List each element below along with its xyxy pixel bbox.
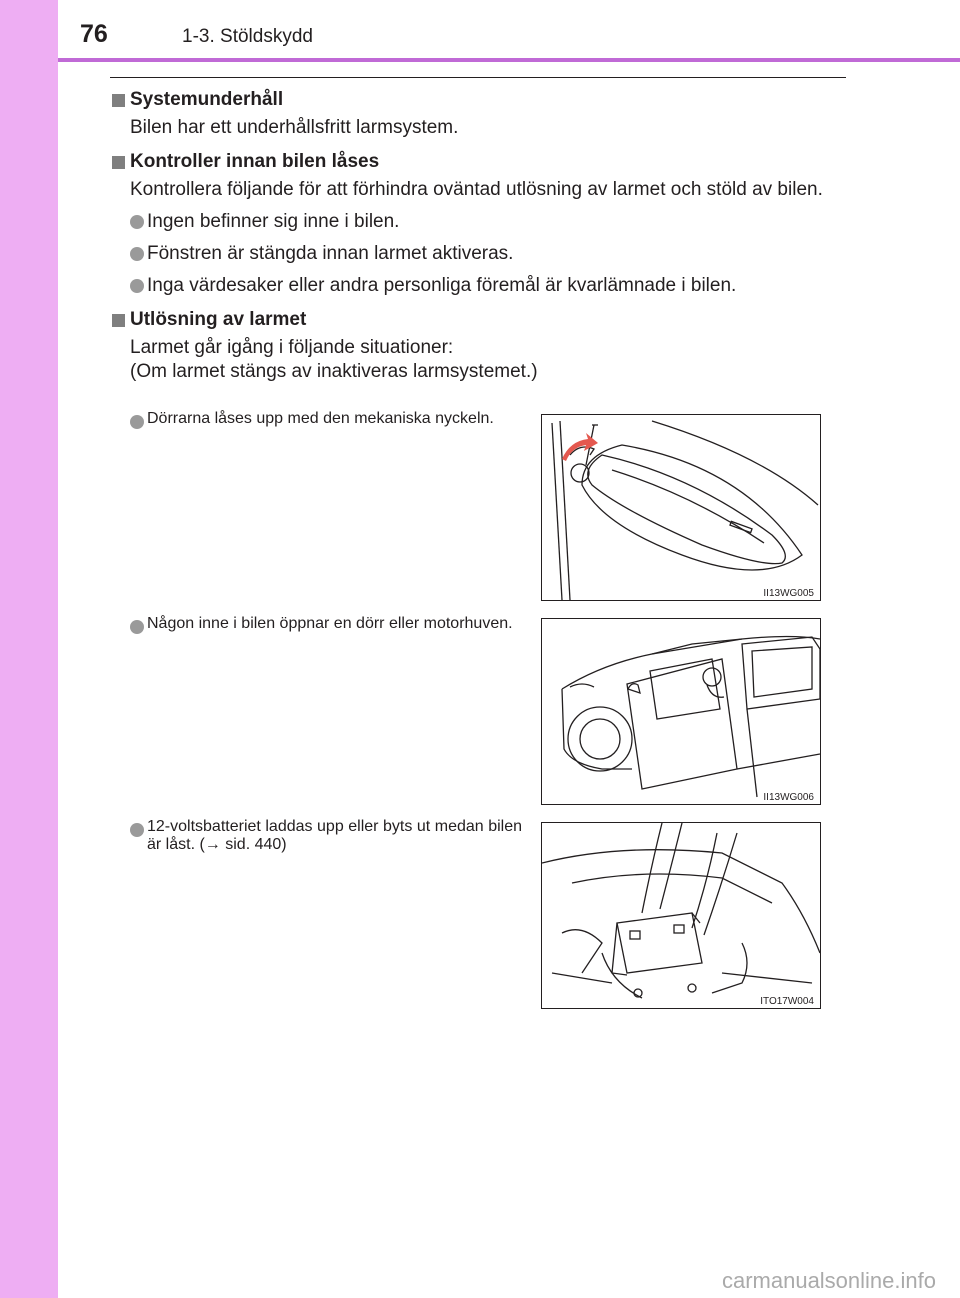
section-text: Larmet går igång i följande situationer: [130,337,454,358]
circle-bullet-icon [130,823,144,837]
chapter-title: 1-3. Stöldskydd [182,26,313,47]
section-title: Systemunderhåll [130,89,284,110]
illustration-battery [541,822,821,1009]
section-text: Kontrollera följande för att förhindra oväntad utlösning av larmet och stöld av bilen. [130,179,823,200]
content-rule [110,77,846,78]
main-content [110,88,846,394]
list-item: Ingen befinner sig inne i bilen. [110,210,846,234]
list-item: Inga värdesaker eller andra personliga föremål är kvarlämnade i bilen. [110,274,846,298]
figure-code: II13WG006 [763,792,814,803]
illustration-door-key [541,414,821,601]
battery-illustration [542,823,820,1008]
header-divider [58,58,960,62]
list-item: Fönstren är stängda innan larmet aktiveras. [110,242,846,266]
sidebar-tab [0,0,58,1298]
section-title: Kontroller innan bilen låses [130,151,380,172]
section-text: (Om larmet stängs av inaktiveras larmsystemet.) [130,361,538,382]
section-checks-before-locking [110,150,846,298]
list-item: 12-voltsbatteriet laddas upp eller byts ut medan bilen är låst. (→ sid. 440) [110,818,522,854]
circle-bullet-icon [130,279,144,293]
door-handle-illustration [542,415,820,600]
square-bullet-icon [112,94,125,107]
section-title: Utlösning av larmet [130,309,307,330]
circle-bullet-icon [130,415,144,429]
section-text: Bilen har ett underhållsfritt larmsystem. [130,117,459,138]
watermark: carmanualsonline.info [721,1268,936,1293]
circle-bullet-icon [130,247,144,261]
page-number: 76 [80,20,108,48]
list-item: Någon inne i bilen öppnar en dörr eller motorhuven. [110,615,522,633]
page-header [0,0,960,60]
circle-bullet-icon [130,620,144,634]
square-bullet-icon [112,156,125,169]
circle-bullet-icon [130,215,144,229]
figure-code: II13WG005 [763,588,814,599]
car-open-door-illustration [542,619,820,804]
square-bullet-icon [112,314,125,327]
section-system-maintenance [110,88,846,140]
illustration-open-door [541,618,821,805]
list-item: Dörrarna låses upp med den mekaniska nyckeln. [110,410,522,428]
figure-code: ITO17W004 [760,996,814,1007]
section-alarm-trigger [110,308,846,384]
